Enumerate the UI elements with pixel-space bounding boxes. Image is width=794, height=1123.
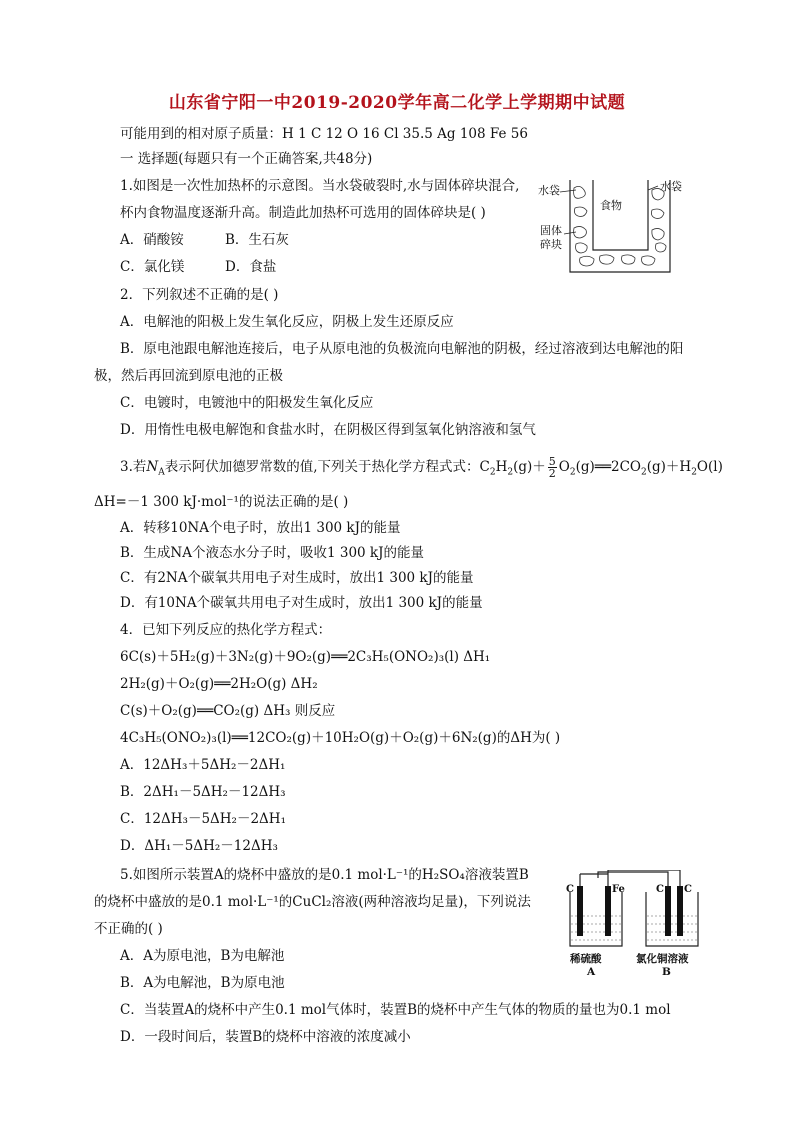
- fig1-label-solid: 固体: [540, 224, 562, 237]
- q2-option-d: D．用惰性电极电解饱和食盐水时，在阴极区得到氢氧化钠溶液和氢气: [120, 422, 536, 438]
- q5-stem-line2: 的烧杯中盛放的是0.1 mol·L⁻¹的CuCl₂溶液(两种溶液均足量)，下列说法: [94, 894, 531, 910]
- fig5-label-c2: C: [656, 884, 664, 895]
- q4-option-a: A．12ΔH₃＋5ΔH₂－2ΔH₁: [120, 757, 286, 773]
- atomic-masses: 可能用到的相对原子质量：H 1 C 12 O 16 Cl 35.5 Ag 108 Fe 56: [120, 126, 528, 142]
- q4-stem: 4．已知下列反应的热化学方程式：: [120, 622, 332, 638]
- fig1-label-water-bag-left: 水袋: [538, 184, 560, 197]
- q3-option-b: B．生成NA个液态水分子时，吸收1 300 kJ的能量: [120, 545, 425, 561]
- q5-option-c: C．当装置A的烧杯中产生0.1 mol气体时，装置B的烧杯中产生气体的物质的量也为0.1 mol: [120, 1002, 671, 1018]
- q3-eq-h2o: (g)＋H: [646, 459, 692, 475]
- section-heading: 一 选择题(每题只有一个正确答案,共48分): [120, 151, 373, 167]
- q2-option-b-line1: B．原电池跟电解池连接后，电子从原电池的负极流向电解池的阴极，经过溶液到达电解池的阳: [120, 341, 684, 357]
- q3-stem-prefix: 3.若: [120, 459, 147, 475]
- q3-stem-line1: 3.若$N_A$表示阿伏加德罗常数的值,下列关于热化学方程式式：$C_2H_2(g)+$ $\frac{5}{2}$ $O_2(g)══2CO_2(g)+H_2O(l)$: [120, 455, 723, 480]
- fig5-label-a: A: [587, 966, 596, 978]
- q4-equation-4: 4C₃H₅(ONO₂)₃(l)══12CO₂(g)＋10H₂O(g)＋O₂(g)＋6N₂(g)的ΔH为( ): [120, 730, 561, 746]
- q2-stem: 2．下列叙述不正确的是( ): [120, 287, 279, 303]
- fig5-label-cucl2: 氯化铜溶液: [636, 953, 689, 965]
- q3-eq-h: H: [495, 459, 508, 475]
- q5-stem-line3: 不正确的( ): [94, 921, 163, 937]
- fig5-label-b: B: [662, 966, 671, 978]
- q3-option-a: A．转移10NA个电子时，放出1 300 kJ的能量: [120, 520, 401, 536]
- q5-option-d: D．一段时间后，装置B的烧杯中溶液的浓度减小: [120, 1029, 411, 1045]
- q3-eq-l: O(l): [696, 459, 723, 475]
- q4-option-b: B．2ΔH₁－5ΔH₂－12ΔH₃: [120, 784, 286, 800]
- q1-option-d: D．食盐: [225, 259, 277, 275]
- q3-stem-text: 表示阿伏加德罗常数的值,下列关于热化学方程式式：C: [164, 459, 490, 475]
- q3-fraction-numerator: 5: [548, 455, 556, 468]
- q3-fraction: [548, 456, 557, 479]
- q2-option-c: C．电镀时，电镀池中的阳极发生氧化反应: [120, 395, 374, 411]
- fig5-label-fe: Fe: [612, 884, 625, 895]
- q3-option-c: C．有2NA个碳氧共用电子对生成时，放出1 300 kJ的能量: [120, 570, 474, 586]
- q3-fraction-denominator: 2: [548, 467, 556, 480]
- q1-stem-line2: 杯内食物温度逐渐升高。制造此加热杯可选用的固体碎块是( ): [120, 205, 486, 221]
- fig1-label-water-bag-right: 水袋: [660, 180, 682, 193]
- q3-stem-line2: ΔH=－1 300 kJ·mol⁻¹的说法正确的是( ): [94, 494, 349, 510]
- q2-option-b-line2: 极，然后再回流到原电池的正极: [94, 368, 283, 384]
- q3-eq-o: O: [558, 459, 570, 475]
- q4-option-c: C．12ΔH₃－5ΔH₂－2ΔH₁: [120, 811, 286, 827]
- q5-stem-line1: 5.如图所示装置A的烧杯中盛放的是0.1 mol·L⁻¹的H₂SO₄溶液装置B: [120, 867, 529, 883]
- q3-eq-co2: (g)══2CO: [575, 459, 641, 475]
- q5-option-a: A．A为原电池，B为电解池: [120, 948, 285, 964]
- q1-option-c: C．氯化镁: [120, 259, 185, 275]
- q4-option-d: D．ΔH₁－5ΔH₂－12ΔH₃: [120, 838, 278, 854]
- fig1-label-food: 食物: [600, 199, 622, 212]
- q3-eq-g: (g)＋: [513, 459, 546, 475]
- fig1-label-fragments: 碎块: [540, 238, 562, 251]
- q1-option-a: A．硝酸铵: [120, 232, 184, 248]
- q4-equation-3: C(s)＋O₂(g)══CO₂(g) ΔH₃ 则反应: [120, 703, 336, 719]
- q1-stem-line1: 1.如图是一次性加热杯的示意图。当水袋破裂时,水与固体碎块混合,: [120, 178, 520, 194]
- fig5-label-acid: 稀硫酸: [570, 953, 602, 965]
- q1-option-b: B．生石灰: [225, 232, 289, 248]
- q3-na-subscript: A: [158, 467, 165, 478]
- q5-option-b: B．A为电解池，B为原电池: [120, 975, 285, 991]
- q4-equation-1: 6C(s)＋5H₂(g)＋3N₂(g)＋9O₂(g)══2C₃H₅(ONO₂)₃(l) ΔH₁: [120, 649, 491, 665]
- fig5-label-c1: C: [566, 884, 574, 895]
- q3-option-d: D．有10NA个碳氧共用电子对生成时，放出1 300 kJ的能量: [120, 595, 483, 611]
- fig5-label-c3: C: [684, 884, 692, 895]
- q2-option-a: A．电解池的阳极上发生氧化反应，阴极上发生还原反应: [120, 314, 454, 330]
- q4-equation-2: 2H₂(g)＋O₂(g)══2H₂O(g) ΔH₂: [120, 676, 318, 692]
- q3-na-symbol: N: [146, 459, 159, 475]
- page-title: 山东省宁阳一中2019-2020学年高二化学上学期期中试题: [168, 93, 626, 113]
